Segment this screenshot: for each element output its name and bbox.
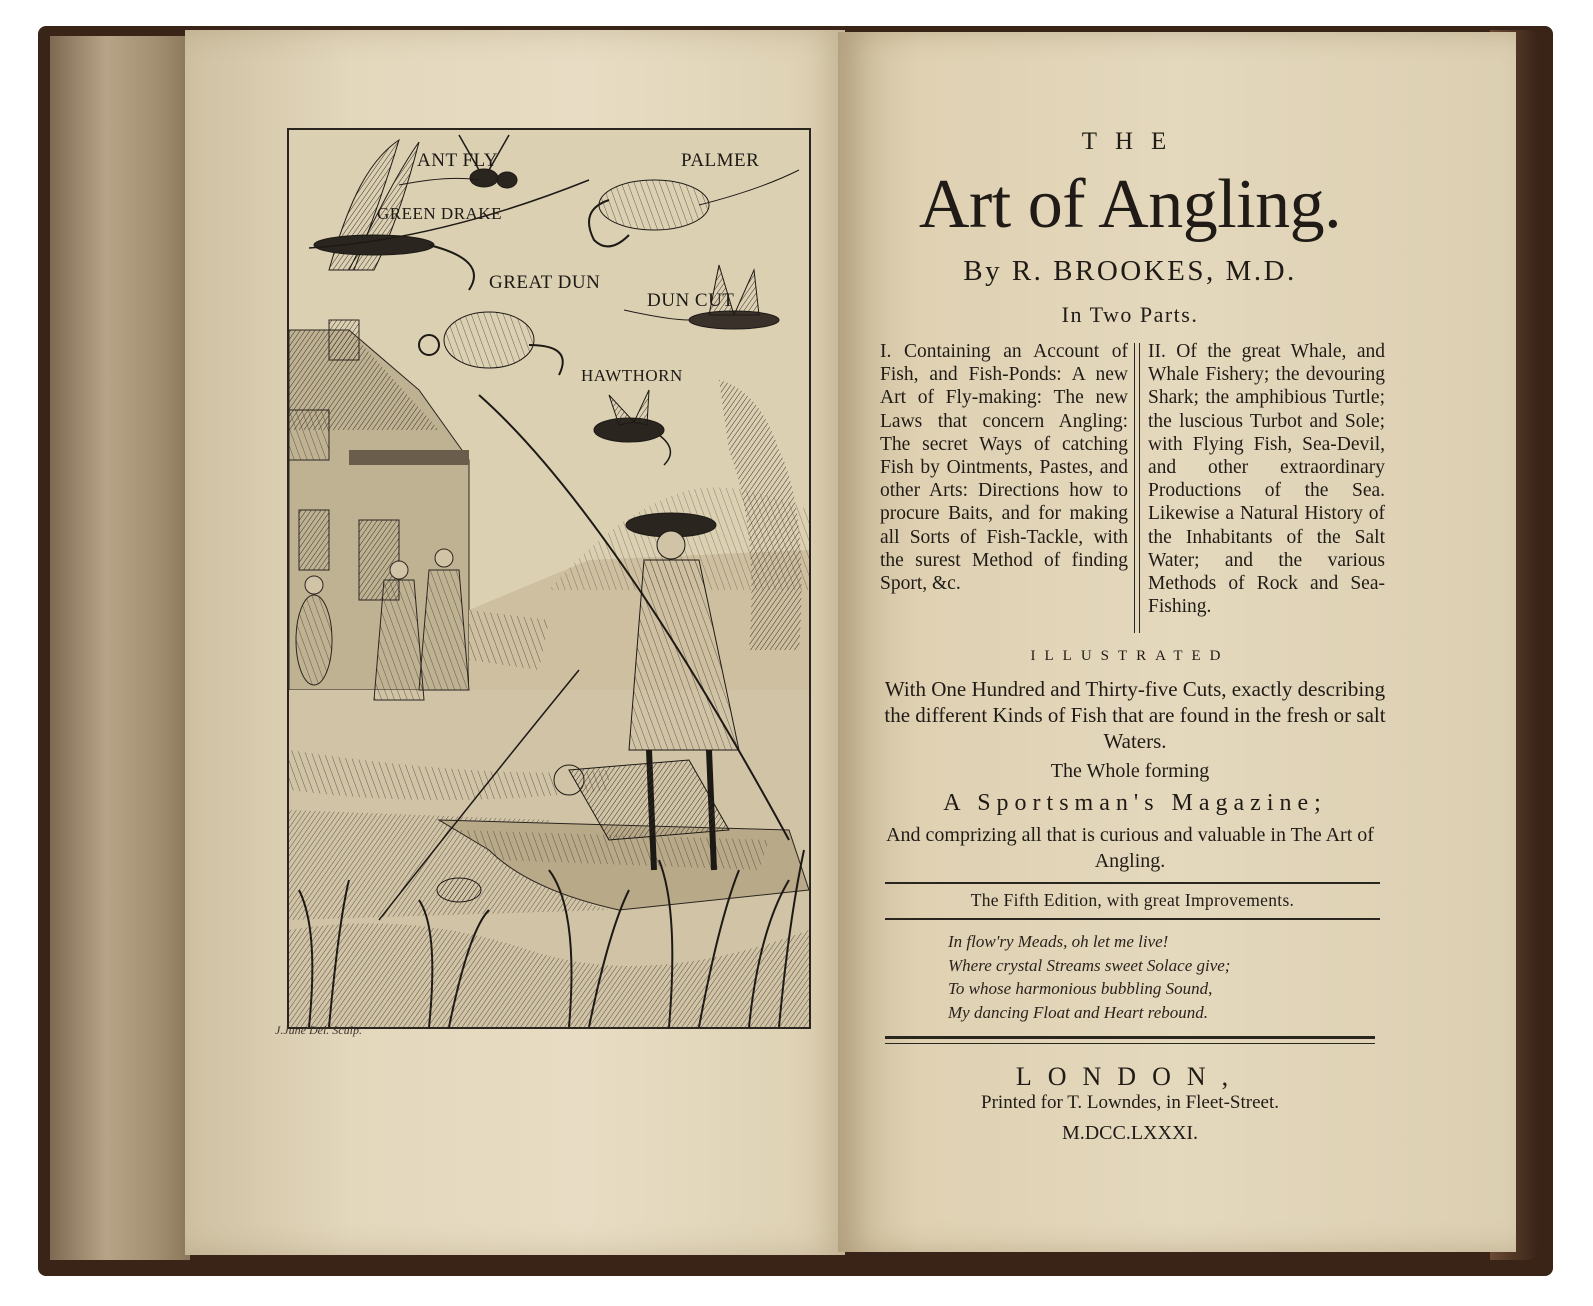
imprint-date: M.DCC.LXXXI. <box>1061 1122 1199 1144</box>
landing-net <box>437 878 481 902</box>
imprint-city: LONDON, <box>1015 1062 1245 1091</box>
title-the: THE <box>1081 128 1185 155</box>
rule-top <box>885 882 1380 884</box>
fly-label-hawthorn: HAWTHORN <box>581 366 683 385</box>
whole-forming-line: The Whole forming <box>1050 760 1210 782</box>
column-divider <box>1134 343 1140 633</box>
poem-line: Where crystal Streams sweet Solace give; <box>948 955 1231 975</box>
fly-label-ant-fly: ANT FLY <box>417 150 498 171</box>
fly-label-palmer: PALMER <box>681 150 760 171</box>
fly-label-great-dun: GREAT DUN <box>489 272 601 293</box>
cuts-description: With One Hundred and Thirty-five Cuts, exactly describing the different Kinds of Fish that are found in the fresh or salt Waters. <box>884 677 1386 753</box>
double-rule-bottom <box>885 1043 1375 1044</box>
frontispiece-engraving <box>287 128 811 1029</box>
poem-line: In flow'ry Meads, oh let me live! <box>948 932 1169 951</box>
comprizing-line: And comprizing all that is curious and valuable in The Art of Angling. <box>886 824 1374 872</box>
double-rule-top <box>885 1036 1375 1039</box>
poem-line: To whose harmonious bubbling Sound, <box>948 979 1213 998</box>
magazine-line: A Sportsman's Magazine; <box>943 790 1327 816</box>
fly-label-dun-cut: DUN CUT <box>647 290 735 311</box>
fly-label-green-drake: GREEN DRAKE <box>377 204 502 223</box>
part-two-description: II. Of the great Whale, and Whale Fishery; the devouring Shark; the amphibious Turtle; the luscious Turbot and Sole; with Flying Fish, Sea-Devil, and other extraordinary Productions of the Sea. Likewise a Natural History of the Inhabitants of the Salt Water; and the various Methods of Rock and Sea-Fishing. <box>1148 341 1385 618</box>
inner-spine <box>50 36 190 1260</box>
author-line: By R. BROOKES, M.D. <box>963 255 1297 287</box>
poem-line: My dancing Float and Heart rebound. <box>948 1002 1208 1022</box>
engraving-illustration <box>289 130 809 1027</box>
epigraph-poem <box>948 930 1230 1024</box>
engraver-credit: J.June Del. Sculp. <box>275 1023 362 1037</box>
edition-line: The Fifth Edition, with great Improvements. <box>970 890 1295 910</box>
part-one-description: I. Containing an Account of Fish, and Fish-Ponds: A new Art of Fly-making: The new Laws that concern Angling: The secret Ways of catching Fish by Ointments, Pastes, and other Arts: Directions how to procure Baits, and for making all Sorts of Fish-Tackle, with the surest Method of finding Sport, &c. <box>880 341 1128 595</box>
book-title: Art of Angling. <box>918 166 1342 243</box>
illustrated-heading: ILLUSTRATED <box>1030 648 1230 664</box>
imprint-printer: Printed for T. Lowndes, in Fleet-Street. <box>981 1092 1279 1113</box>
rule-bottom <box>885 918 1380 920</box>
parts-heading: In Two Parts. <box>1061 302 1199 327</box>
